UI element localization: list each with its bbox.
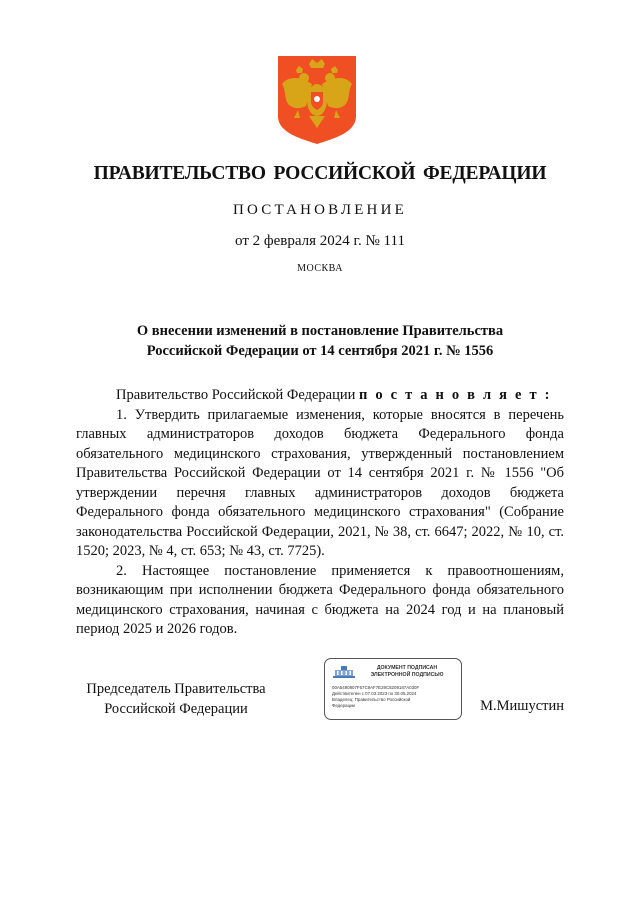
subject-line-1: О внесении изменений в постановление Правительства — [136, 323, 504, 339]
stamp-owner-line-1: Владелец: Правительство Российской — [332, 697, 411, 702]
position-line-2: Российской Федерации — [104, 700, 248, 717]
document-type: ПОСТАНОВЛЕНИЕ — [233, 202, 407, 218]
paragraph-item-2: 2. Настоящее постановление применяется к правоотношениям, возникающим при исполнении бюджета Федерального фонда обязательного медицинского страхования, начиная с бюджета на 2024 год и на плановый период 2025 и 2026 годов. — [76, 562, 564, 637]
position-line-1: Председатель Правительства — [86, 681, 266, 697]
signatory-position — [76, 680, 276, 719]
intro-text: Правительство Российской Федерации — [116, 387, 359, 403]
stamp-validity: Действителен с 07.03.2023 по 30.05.2024 — [332, 691, 417, 696]
stamp-details — [332, 685, 458, 709]
stamp-title-line-1: ДОКУМЕНТ ПОДПИСАН — [376, 665, 438, 671]
document-subject — [90, 321, 550, 361]
government-title: ПРАВИТЕЛЬСТВО РОССИЙСКОЙ ФЕДЕРАЦИИ — [93, 163, 547, 184]
signatory-name: М.Мишустин — [480, 698, 564, 714]
paragraph-item-1: 1. Утвердить прилагаемые изменения, которые вносятся в перечень главных администраторов доходов бюджета Федерального фонда обязательного медицинского страхования, утвержденный постановлением Правительства Российской Федерации от 14 сентября 2021 г. № 1556 "Об утверждении перечня главных администраторов доходов бюджета Федерального фонда обязательного медицинского страхования" (Собрание законодательства Российской Федерации, 2021, № 38, ст. 6647; 2022, № 10, ст. 1520; 2023, № 4, ст. 653; № 43, ст. 7725). — [76, 406, 564, 559]
subject-line-2: Российской Федерации от 14 сентября 2021 г. № 1556 — [146, 343, 494, 359]
electronic-signature-stamp — [324, 658, 462, 720]
intro-paragraph — [76, 386, 564, 406]
document-body — [76, 386, 564, 640]
coat-of-arms-emblem — [276, 54, 358, 146]
stamp-title — [357, 665, 457, 678]
stamp-title-line-2: ЭЛЕКТРОННОЙ ПОДПИСЬЮ — [370, 671, 444, 678]
intro-emphasis: п о с т а н о в л я е т : — [358, 387, 552, 403]
city: МОСКВА — [297, 263, 343, 274]
date-and-number: от 2 февраля 2024 г. № 111 — [235, 233, 405, 249]
stamp-owner-line-2: Федерации — [332, 703, 355, 708]
government-building-icon — [332, 665, 356, 679]
stamp-serial: 00A5490807F67C9AF7E29C8209187A030F — [332, 685, 420, 690]
